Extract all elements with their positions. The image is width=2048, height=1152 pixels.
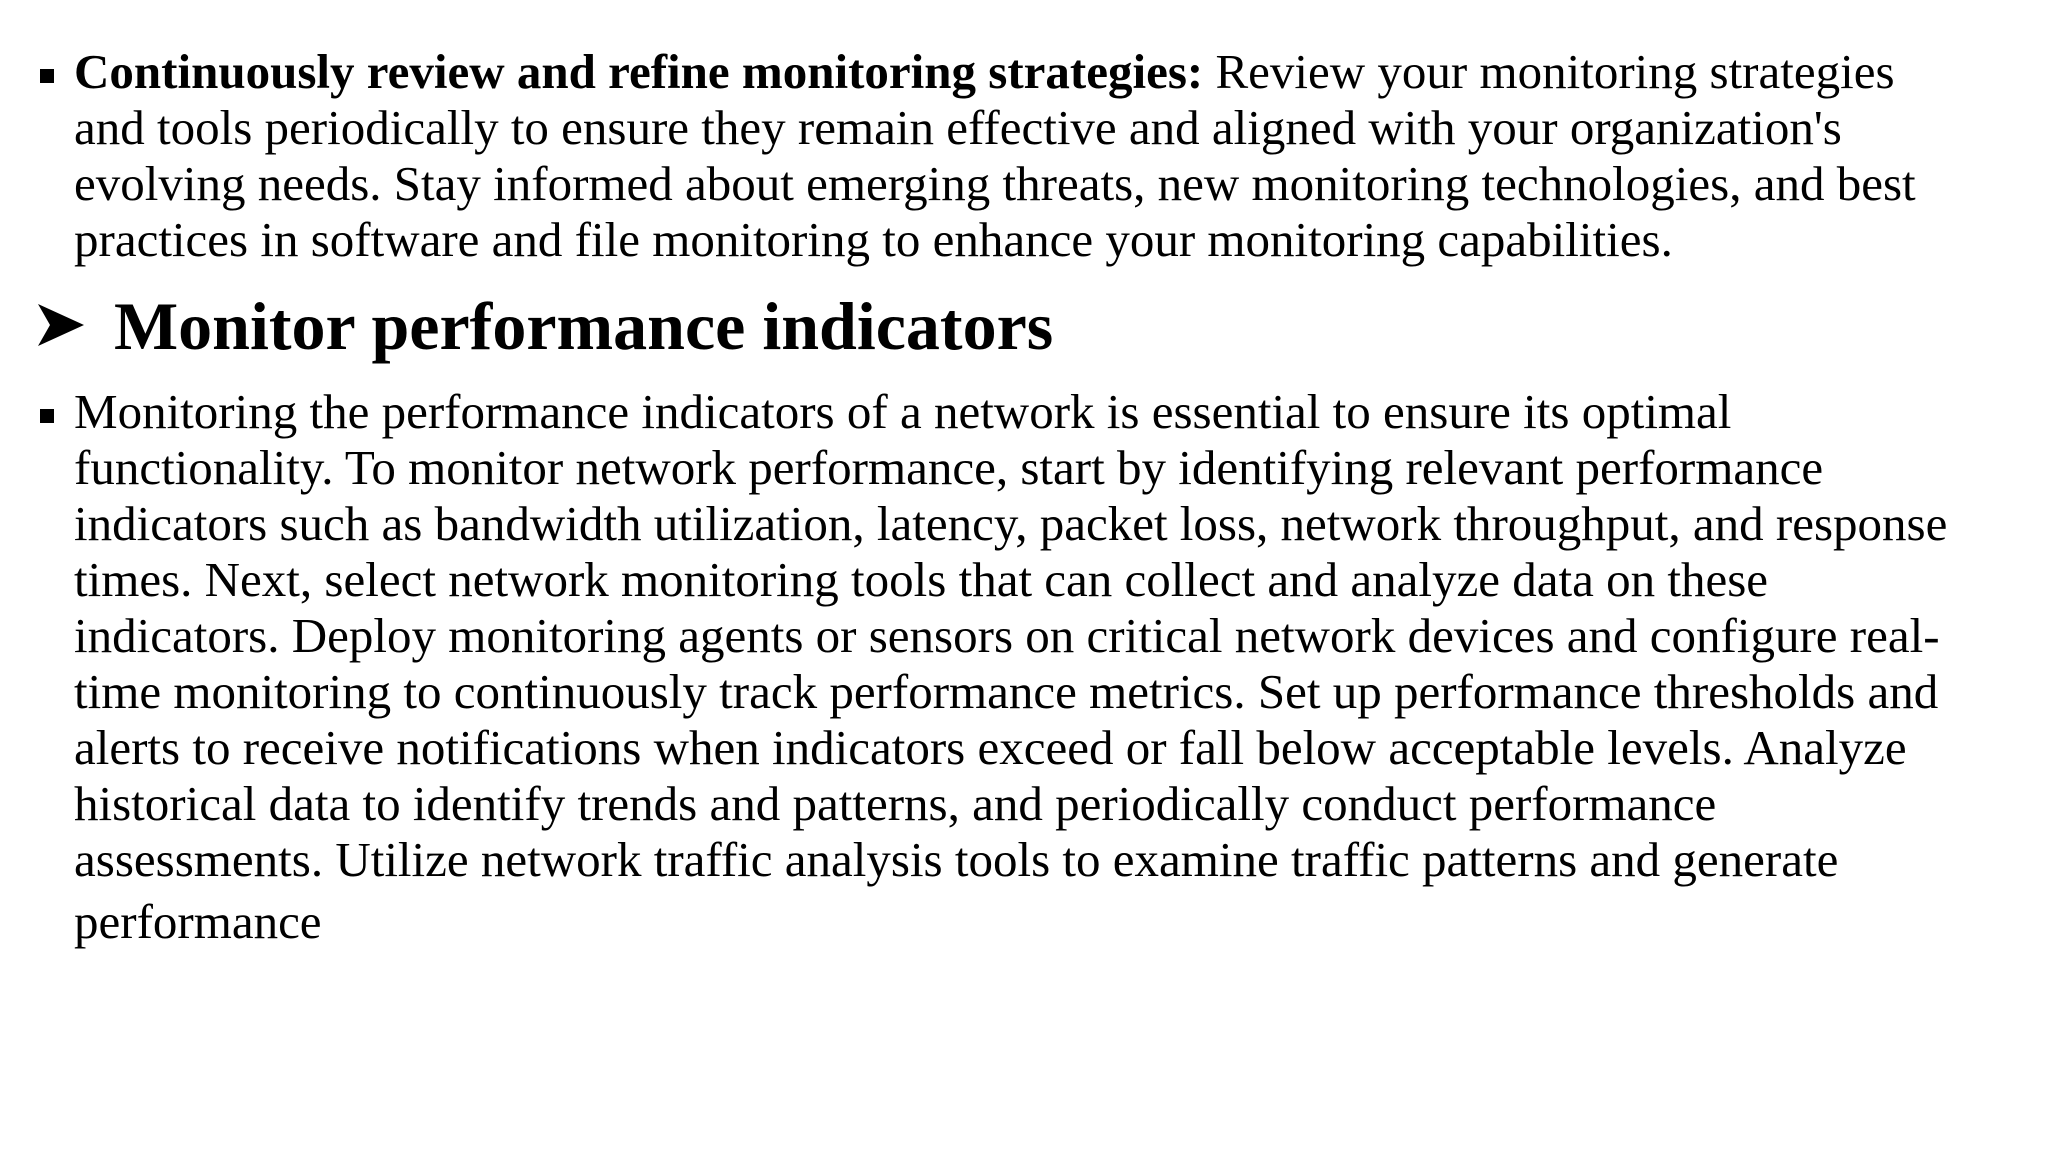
heading-text: Monitor performance indicators xyxy=(114,288,1054,364)
text-line: indicators. Deploy monitoring agents or sensors on critical network devices and configure real- xyxy=(74,608,1940,663)
section-heading xyxy=(36,286,1936,366)
text-line: alerts to receive notifications when indicators exceed or fall below acceptable levels. Analyze xyxy=(74,720,1907,775)
text-line: practices in software and file monitoring to enhance your monitoring capabilities. xyxy=(74,212,1673,267)
text-line: assessments. Utilize network traffic analysis tools to examine traffic patterns and generate xyxy=(74,832,1839,887)
bullet-text xyxy=(74,44,2034,268)
text-line: and tools periodically to ensure they remain effective and aligned with your organization's xyxy=(74,100,1842,155)
line-rest: Review your monitoring strategies xyxy=(1203,44,1895,99)
text-line: Monitoring the performance indicators of a network is essential to ensure its optimal xyxy=(74,384,1732,439)
square-bullet-icon xyxy=(40,69,54,83)
text-line: indicators such as bandwidth utilization, latency, packet loss, network throughput, and response xyxy=(74,496,1948,551)
text-line: performance xyxy=(74,894,322,949)
arrowhead-bullet-icon xyxy=(36,300,86,350)
square-bullet-icon xyxy=(40,409,54,423)
bold-lead: Continuously review and refine monitoring strategies: xyxy=(74,44,1204,99)
text-line: evolving needs. Stay informed about emerging threats, new monitoring technologies, and best xyxy=(74,156,1916,211)
text-line: functionality. To monitor network performance, start by identifying relevant performance xyxy=(74,440,1824,495)
text-line xyxy=(74,44,2034,100)
bullet-text xyxy=(74,384,2034,950)
text-line: times. Next, select network monitoring tools that can collect and analyze data on these xyxy=(74,552,1769,607)
text-line: historical data to identify trends and patterns, and periodically conduct performance xyxy=(74,776,1717,831)
text-line: time monitoring to continuously track performance metrics. Set up performance thresholds and xyxy=(74,664,1939,719)
